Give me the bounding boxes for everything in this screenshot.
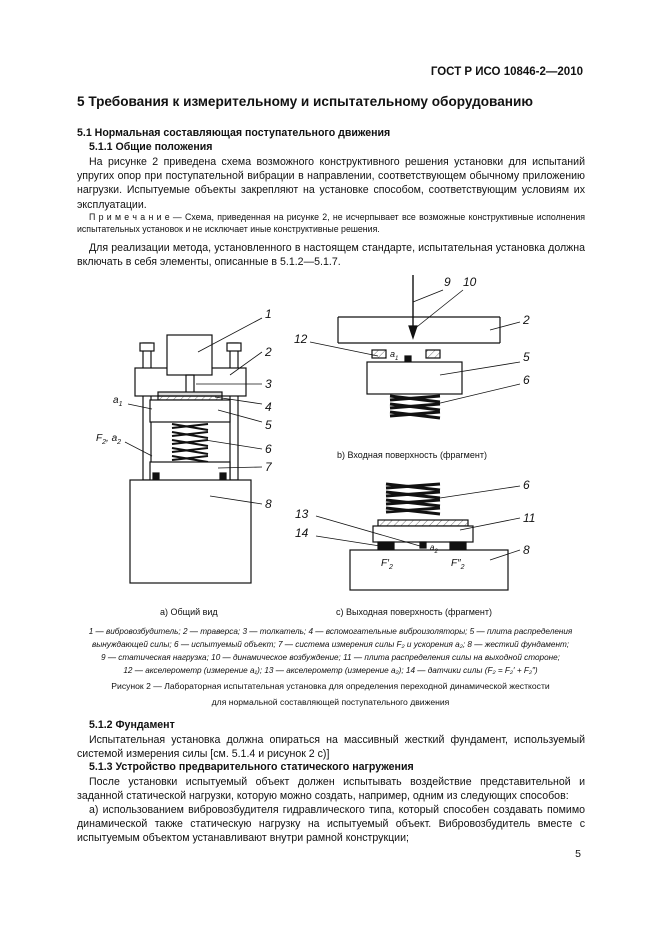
note-paragraph: П р и м е ч а н и е — Схема, приведенная на рисунке 2, не исчерпывает все возможные конструктивные исполнения испытательных установок и не исключает иные конструктивные решения. bbox=[77, 212, 585, 234]
svg-text:8: 8 bbox=[265, 497, 272, 511]
svg-text:12: 12 bbox=[294, 332, 308, 346]
svg-text:6: 6 bbox=[523, 478, 530, 492]
svg-text:a2: $a_2$ bbox=[430, 543, 438, 555]
svg-text:14: 14 bbox=[295, 526, 309, 540]
svg-text:F2, a2: $F_2$, $a_2$ bbox=[96, 433, 122, 446]
svg-text:4: 4 bbox=[265, 400, 272, 414]
svg-text:6: 6 bbox=[523, 373, 530, 387]
svg-text:5: 5 bbox=[265, 418, 272, 432]
subsection-5-1-heading: 5.1 Нормальная составляющая поступательного движения bbox=[77, 127, 391, 139]
svg-text:a1: $a_1$ bbox=[113, 395, 123, 408]
svg-text:5: 5 bbox=[523, 350, 530, 364]
svg-text:8: 8 bbox=[523, 543, 530, 557]
svg-text:1: 1 bbox=[265, 307, 272, 321]
svg-text:2: 2 bbox=[523, 313, 530, 327]
legend-line-2: 9 — статическая нагрузка; 10 — динамическое возбуждение; 11 — плита распределения силы на выходной стороне; bbox=[101, 653, 560, 662]
page-number: 5 bbox=[575, 848, 581, 860]
svg-text:F″2: $F''_2$ bbox=[451, 558, 465, 571]
figure-2-drawing bbox=[60, 268, 620, 620]
legend-line-3: 12 — акселерометр (измерение a₁); 13 — акселерометр (измерение a₂); 14 — датчики силы (F₂ = F₂′ + F₂″) bbox=[123, 666, 538, 675]
figure-title-line-2: для нормальной составляющей поступательного движения bbox=[211, 697, 450, 707]
paragraph-5: а) использованием вибровозбудителя гидравлического типа, который способен создавать помимо динамической также статическую нагрузку на испытуемый объект. Вибровозбудитель вместе с испытуемым объектом устанавливают внутри рамной конструкции; bbox=[77, 804, 585, 845]
input-surface-drawing bbox=[338, 275, 500, 418]
svg-text:F′2: $F'_2$ bbox=[381, 558, 393, 571]
figure-title-line-1: Рисунок 2 — Лабораторная испытательная установка для определения переходной динамической жесткости bbox=[111, 681, 550, 691]
svg-text:10: 10 bbox=[463, 275, 477, 289]
paragraph-1: На рисунке 2 приведена схема возможного конструктивного решения установки для испытаний упругих опор при поступательной вибрации в направлении, соответствующем обычному приложению нагрузки. Испытуемые объекты закрепляют на установке способом, соответствующим условиям их эксплуатации. bbox=[77, 156, 585, 211]
subsection-5-1-1-heading: 5.1.1 Общие положения bbox=[89, 141, 213, 153]
section-title: 5 Требования к измерительному и испытательному оборудованию bbox=[77, 94, 533, 109]
figure-legend bbox=[64, 625, 597, 677]
svg-text:6: 6 bbox=[265, 442, 272, 456]
general-view-drawing bbox=[130, 335, 251, 583]
paragraph-3: Испытательная установка должна опираться на массивный жесткий фундамент, используемый системой измерения силы [см. 5.1.4 и рисунок 2 с)] bbox=[77, 734, 585, 761]
svg-text:13: 13 bbox=[295, 507, 309, 521]
subsection-5-1-3-heading: 5.1.3 Устройство предварительного статического нагружения bbox=[89, 761, 414, 773]
svg-text:11: 11 bbox=[523, 511, 536, 525]
figure-title bbox=[64, 678, 597, 710]
svg-text:a1: $a_1$ bbox=[390, 349, 399, 362]
svg-text:7: 7 bbox=[265, 460, 272, 474]
subsection-5-1-2-heading: 5.1.2 Фундамент bbox=[89, 719, 175, 731]
caption-c: с) Выходная поверхность (фрагмент) bbox=[336, 607, 493, 617]
paragraph-2: Для реализации метода, установленного в настоящем стандарте, испытательная установка должна включать в себя элементы, описанные в 5.1.2—5.1.7. bbox=[77, 242, 585, 269]
paragraph-4: После установки испытуемый объект должен испытывать воздействие представительной и заданной статической нагрузки, которую можно создать, например, одним из следующих способов: bbox=[77, 776, 585, 803]
document-header: ГОСТ Р ИСО 10846-2—2010 bbox=[430, 66, 583, 78]
caption-b: b) Входная поверхность (фрагмент) bbox=[337, 450, 487, 460]
svg-text:9: 9 bbox=[444, 275, 451, 289]
caption-a: а) Общий вид bbox=[160, 607, 218, 617]
output-surface-drawing bbox=[350, 484, 508, 590]
legend-line-1: 1 — вибровозбудитель; 2 — траверса; 3 — толкатель; 4 — вспомогательные виброизоляторы; 5 — плита распределения вынуждающей силы; 6 — испытуемый объект; 7 — система измерения силы F₂ и ускорения a₂; 8 — жесткий фундамент; bbox=[88, 627, 573, 649]
svg-text:2: 2 bbox=[265, 345, 272, 359]
svg-text:3: 3 bbox=[265, 377, 272, 391]
